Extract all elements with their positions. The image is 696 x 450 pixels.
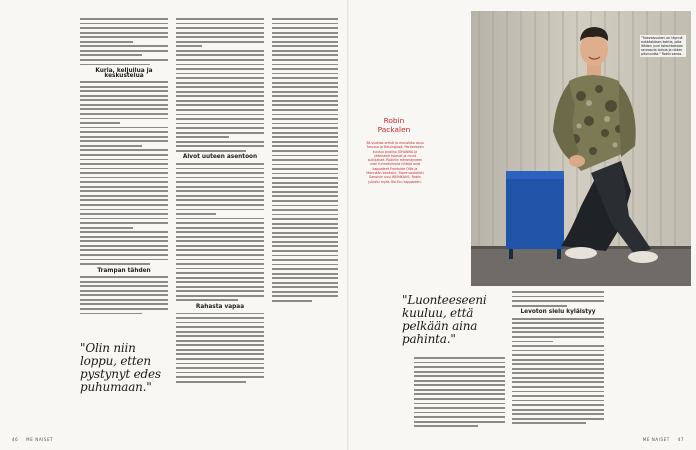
body-text-block [80, 17, 168, 67]
footer-right [643, 437, 684, 442]
body-text-block [176, 17, 264, 153]
heading-aivot: Aivot uuteen asentoon [182, 154, 258, 161]
body-text-block [512, 317, 604, 426]
pull-quote-right: "Luonteeseeni kuuluu, että pelkään aina pahinta." [402, 293, 487, 346]
body-text-block [272, 17, 338, 303]
magazine-title: ME NAISET [26, 437, 54, 442]
body-text-block [512, 290, 604, 308]
page-gutter [347, 0, 349, 450]
magazine-title: ME NAISET [642, 437, 670, 442]
body-text-block [80, 275, 168, 316]
body-text-block [80, 80, 168, 266]
photo-caption: "Tulevaisuuteni on täynnä eukkäskäsen kohtia, joita lähden juuri toteuttamaan seuraavia toimia ja niiden pituisuutta." Robin sanoo. [640, 35, 686, 57]
heading-rahasta: Rahasta vapaa [195, 303, 245, 310]
footer-left [12, 437, 53, 442]
right-page-column-2 [512, 290, 604, 440]
left-page-column-2 [176, 17, 264, 437]
heading-levoton: Levoton sielu kyläistyy [520, 309, 596, 316]
heading-trampan: Trampan tähden [97, 267, 151, 274]
profile-text: 36-vuotias artisti ja muusikko asuu Turussa ja Helsingissä. Perheeseen kuuluu puoliso JOHANNA ja yhteisesti tulevat ja muut sukulaiset. Robinin menestyneen uran tunnetuimpia hittejä ovat kappaleet Frontside Ollie ja Mennään bänksiin. Tuore soolohitti Sanoisin uusi WEINKAUS. Robin julkaisi myös Ilta-Tuu kappaleen. [366, 141, 424, 184]
heading-kuria: Kuria, keljuilua ja keskustelua [95, 68, 153, 79]
profile-name: Robin Packalen [377, 116, 411, 134]
body-text-block [176, 162, 264, 303]
body-text-block [414, 356, 505, 429]
pull-quote-left: "Olin niin loppu, etten pystynyt edes puhumaan." [80, 341, 161, 394]
right-page-column-1 [414, 356, 505, 438]
page-number: 46 [12, 437, 19, 442]
body-text-block [176, 311, 264, 384]
page-number: 47 [677, 437, 684, 442]
left-page-column-3 [272, 17, 338, 317]
